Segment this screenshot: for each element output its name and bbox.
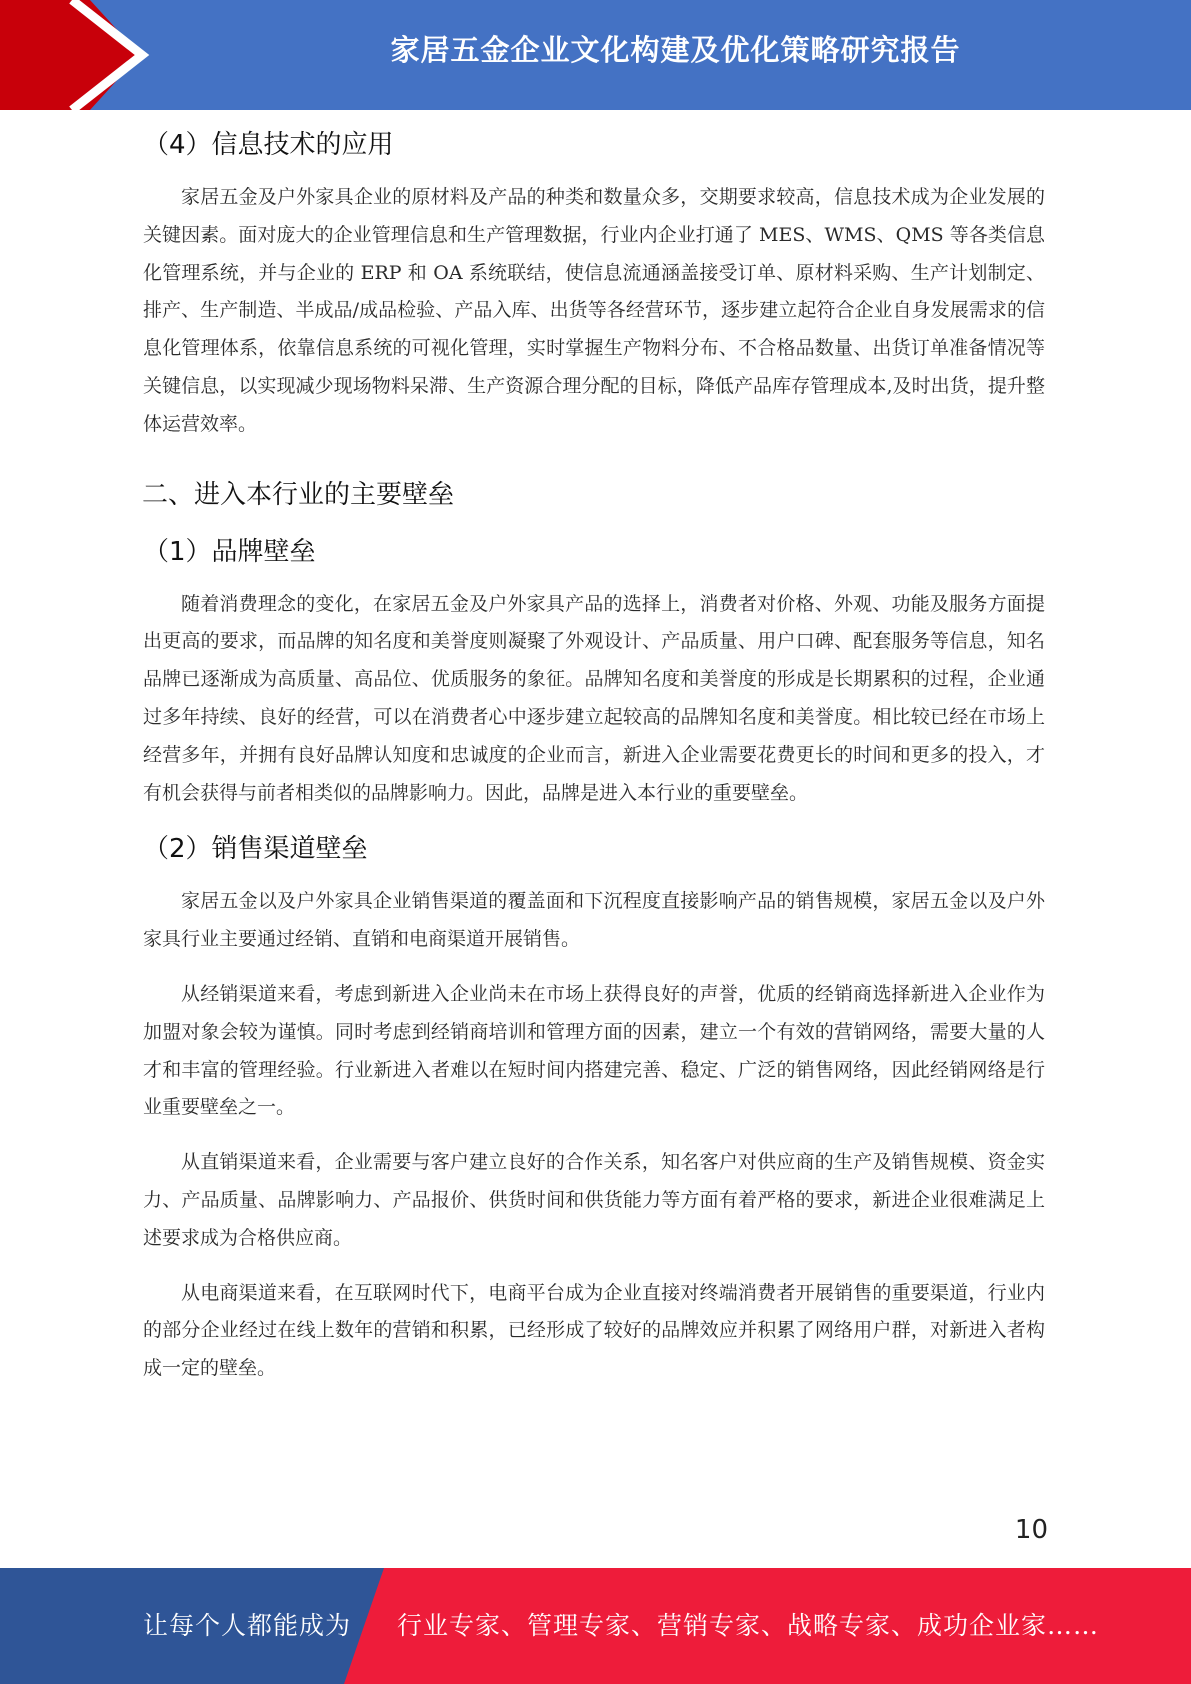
header-red-arrow-decoration [0,0,160,110]
page-header [0,0,1191,110]
section-4-paragraph: 家居五金及户外家具企业的原材料及产品的种类和数量众多，交期要求较高，信息技术成为企业发展的关键因素。面对庞大的企业管理信息和生产管理数据，行业内企业打通了 MES、WMS、QMS 等各类信息化管理系统，并与企业的 ERP 和 OA 系统联结，使信息流通涵盖接受订单、原材料采购、生产计划制定、排产、生产制造、半成品/成品检验、产品入库、出货等各经营环节，逐步建立起符合企业自身发展需求的信息化管理体系，依靠信息系统的可视化管理，实时掌握生产物料分布、不合格品数量、出货订单准备情况等关键信息，以实现减少现场物料呆滞、生产资源合理分配的目标，降低产品库存管理成本,及时出货，提升整体运营效率。 [143,186,1045,435]
section-4-heading: （4）信息技术的应用 [143,130,394,160]
section-1-heading: （1）品牌壁垒 [143,536,316,567]
section-1-paragraph: 随着消费理念的变化，在家居五金及户外家具产品的选择上，消费者对价格、外观、功能及服务方面提出更高的要求，而品牌的知名度和美誉度则凝聚了外观设计、产品质量、用户口碑、配套服务等信息，知名品牌已逐渐成为高质量、高品位、优质服务的象征。品牌知名度和美誉度的形成是长期累积的过程，企业通过多年持续、良好的经营，可以在消费者心中逐步建立起较高的品牌知名度和美誉度。相比较已经在市场上经营多年，并拥有良好品牌认知度和忠诚度的企业而言，新进入企业需要花费更长的时间和更多的投入，才有机会获得与前者相类似的品牌影响力。因此，品牌是进入本行业的重要壁垒。 [143,592,1045,804]
section-2-paragraph-2: 从经销渠道来看，考虑到新进入企业尚未在市场上获得良好的声誉，优质的经销商选择新进入企业作为加盟对象会较为谨慎。同时考虑到经销商培训和管理方面的因素，建立一个有效的营销网络，需要大量的人才和丰富的管理经验。行业新进入者难以在短时间内搭建完善、稳定、广泛的销售网络，因此经销网络是行业重要壁垒之一。 [143,982,1045,1119]
section-2-paragraph-1: 家居五金以及户外家具企业销售渠道的覆盖面和下沉程度直接影响产品的销售规模，家居五金以及户外家具行业主要通过经销、直销和电商渠道开展销售。 [143,890,1045,951]
page-footer [0,1568,1191,1684]
chapter-2-heading: 二、进入本行业的主要壁垒 [142,479,455,510]
section-2-paragraph-3: 从直销渠道来看，企业需要与客户建立良好的合作关系，知名客户对供应商的生产及销售规模、资金实力、产品质量、品牌影响力、产品报价、供货时间和供货能力等方面有着严格的要求，新进企业很难满足上述要求成为合格供应商。 [143,1151,1045,1249]
footer-slogan-left: 让每个人都能成为 [143,1611,352,1640]
page-content [143,125,1045,1405]
page-number: 10 [1014,1515,1048,1545]
footer-slogan-right: 行业专家、管理专家、营销专家、战略专家、成功企业家…… [397,1611,1100,1640]
section-2-heading: （2）销售渠道壁垒 [143,834,368,865]
report-title: 家居五金企业文化构建及优化策略研究报告 [390,33,961,67]
section-2-paragraph-4: 从电商渠道来看，在互联网时代下，电商平台成为企业直接对终端消费者开展销售的重要渠道，行业内的部分企业经过在线上数年的营销和积累，已经形成了较好的品牌效应并积累了网络用户群，对新进入者构成一定的壁垒。 [143,1281,1045,1380]
